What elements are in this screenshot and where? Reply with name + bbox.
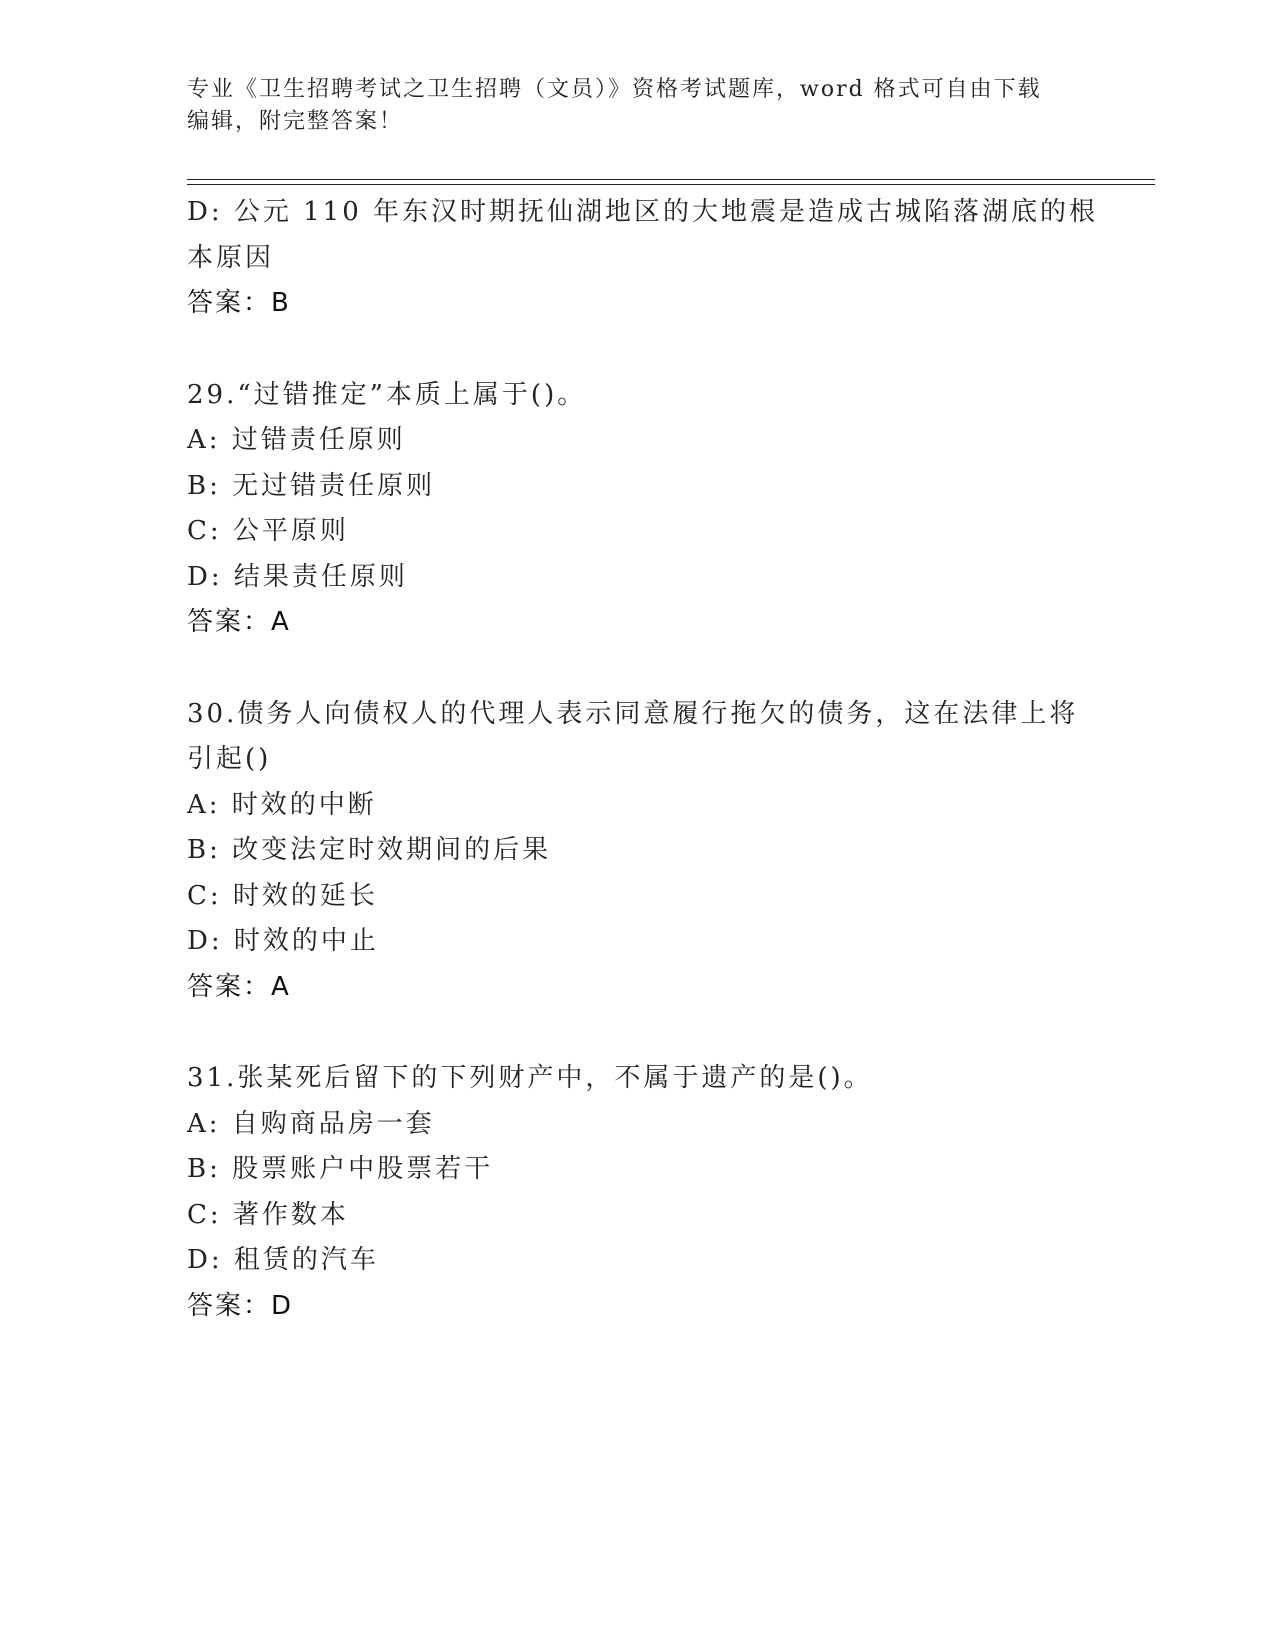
page-header [187,74,1087,138]
option-d: D: 时效的中止 [187,926,379,956]
question-stem: 29.“过错推定”本质上属于()。 [187,379,587,410]
question-stem: 30.债务人向债权人的代理人表示同意履行拖欠的债务，这在法律上将 [187,698,1079,729]
option-d-line-1: D: 公元 110 年东汉时期抚仙湖地区的大地震是造成古城陷落湖底的根 [187,197,1099,227]
question-31 [187,1056,1087,1329]
question-29 [187,373,1087,646]
question-stem: 31.张某死后留下的下列财产中，不属于遗产的是()。 [187,1063,873,1093]
question-30 [187,692,1087,1011]
answer-31: 答案：D [187,1290,294,1321]
header-line-2: 编辑，附完整答案！ [187,109,404,134]
option-c: C: 时效的延长 [187,880,378,911]
option-b: B: 无过错责任原则 [187,470,436,501]
option-a: A: 时效的中断 [187,789,377,820]
answer-29: 答案：A [187,607,291,637]
header-divider-bottom [187,184,1155,185]
option-a: A: 自购商品房一套 [187,1108,435,1139]
option-d: D: 结果责任原则 [187,561,408,592]
question-content [187,190,1099,1329]
option-c: C: 公平原则 [187,516,349,546]
option-d-line-2: 本原因 [187,242,275,273]
header-divider-top [187,179,1155,180]
option-d: D: 租赁的汽车 [187,1245,379,1275]
answer-28: 答案：B [187,288,291,318]
option-c: C: 著作数本 [187,1199,349,1230]
answer-30: 答案：A [187,971,291,1002]
question-stem-continued: 引起() [187,744,272,774]
option-a: A: 过错责任原则 [187,425,406,455]
question-28-tail [187,190,1099,327]
header-line-1: 专业《卫生招聘考试之卫生招聘（文员）》资格考试题库，word 格式可自由下载 [187,77,1042,102]
option-b: B: 股票账户中股票若干 [187,1154,494,1184]
option-b: B: 改变法定时效期间的后果 [187,835,552,865]
